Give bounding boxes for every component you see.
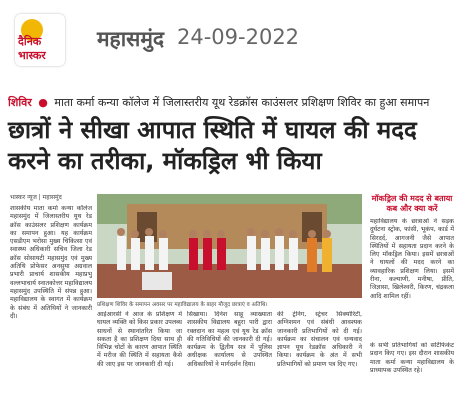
group-photo-illustration <box>97 194 362 298</box>
article-column-2: आईआरसी ने आज के प्रशिक्षण में घायल व्यक्ति को किस प्रकार उपलब्ध साधनों से स्थानांतरित किया जा सकता है का प्रशिक्षण दिया साथ ही विभिन्न चोटों के कारण आपात स्थिति में मरीज की स्थिति में सहायता कैसे की जाए इस पर जानकारी दी गई। <box>97 311 182 368</box>
article-column-1: शासकीय माता कर्मा कन्या कॉलेज महासमुंद में जिलास्तरीय यूथ रेड क्रॉस काउंसलर प्रशिक्षण कार्यक्रम का समापन हुआ। यह कार्यक्रम एसडीएम भरोसा मुख्य चिकित्सा एवं स्वास्थ्य अधिकारी सचिव जिला रेड क्रॉस सोसायटी महासमुंद एवं मुख्य अतिथि प्रोफेसर अनसुया अग्रवाल प्रभारी प्राचार्य शासकीय महाप्रभु वल्लभाचार्य स्नातकोत्तर महाविद्यालय महासमुंद उपस्थिति में संपन्न हुआ। महाविद्यालय के स्वागत में कार्यक्रम के संबंध में अतिथियों ने जानकारी दी। <box>10 205 92 320</box>
article-kicker <box>8 95 454 111</box>
article-headline: छात्रों ने सीखा आपात स्थिति में घायल की मदद करने का तरीका, मॉकड्रिल भी किया <box>8 116 417 175</box>
section-tag: शिविर <box>8 96 32 109</box>
photo-caption: प्रशिक्षण शिविर के समापन अवसर पर महाविद्यालय के बाहर मौजूद छात्राएं व अतिथि। <box>97 302 268 308</box>
sidebar-column-1: महाविद्यालय के छात्राओं ने सड़क दुर्घटना स्ट्रोक, फांसी, भूकंप, कार्ड में सिरदर्द, आगजनी जैसे आपात स्थितियों में सहायता प्रदान करने के लिए मॉकड्रिल किया। इसमें छात्राओं ने घायलों की मदद करने का व्यावहारिक प्रशिक्षण लिया। इसमें रीना, कल्याणी, मनीषा, प्रीति, जिज्ञासा, खिलेश्वरी, किरण, चंद्रकला आदि शामिल रहीं। <box>370 218 454 300</box>
kicker-text: माता कर्मा कन्या कॉलेज में जिलास्तरीय यूथ रेडक्रॉस काउंसलर प्रशिक्षण शिविर का हुआ समापन <box>54 96 430 109</box>
masthead <box>0 0 459 92</box>
logo-line-2: भास्कर <box>18 49 46 62</box>
sidebar-column-2: के सभी प्रतिभागियों को सर्टिफिकेट प्रदान किए गए। इस दौरान शासकीय माता कर्मा कन्या महाविद्यालय के प्राध्यापक उपस्थित रहे। <box>370 342 454 374</box>
article-column-3: सिखाया। दिनेश साहू व्याख्याता शासकीय विद्यालय बहुरा पारी द्वारा रक्तदान का महत्व एवं यूथ रेड क्रॉस की गतिविधियों की जानकारी दी गई। कार्यक्रम के द्वितीय सत्र में पुलिस अधीक्षक कार्यालय से उपस्थित अधिकारियों ने मार्गदर्शन दिया। <box>187 311 272 368</box>
article-column-4: की ट्रेनिंग, स्ट्रेचर सिक्योरिटी, अग्निशमन एवं संबंधी आवश्यक जानकारी प्रतिभागियों को दी गई। कार्यक्रम का संचालन एवं धन्यवाद ज्ञापन यूथ रेडक्रॉस अधिकारी ने किया। कार्यक्रम के अंत में सभी प्रतिभागियों को प्रमाण पत्र दिए गए। <box>277 311 362 368</box>
kicker-separator-icon: ● <box>38 96 48 109</box>
sidebar-heading: मॉकड्रिल की मदद से बताया कब और क्या करें <box>371 194 453 213</box>
dainik-bhaskar-logo <box>15 14 65 66</box>
news-photo <box>97 194 362 298</box>
edition-date: 24-09-2022 <box>177 25 300 49</box>
edition-city: महासमुंद <box>97 27 165 51</box>
logo-line-1: दैनिक <box>18 35 42 48</box>
byline: भास्कर न्यूज | महासमुंद <box>10 194 62 201</box>
